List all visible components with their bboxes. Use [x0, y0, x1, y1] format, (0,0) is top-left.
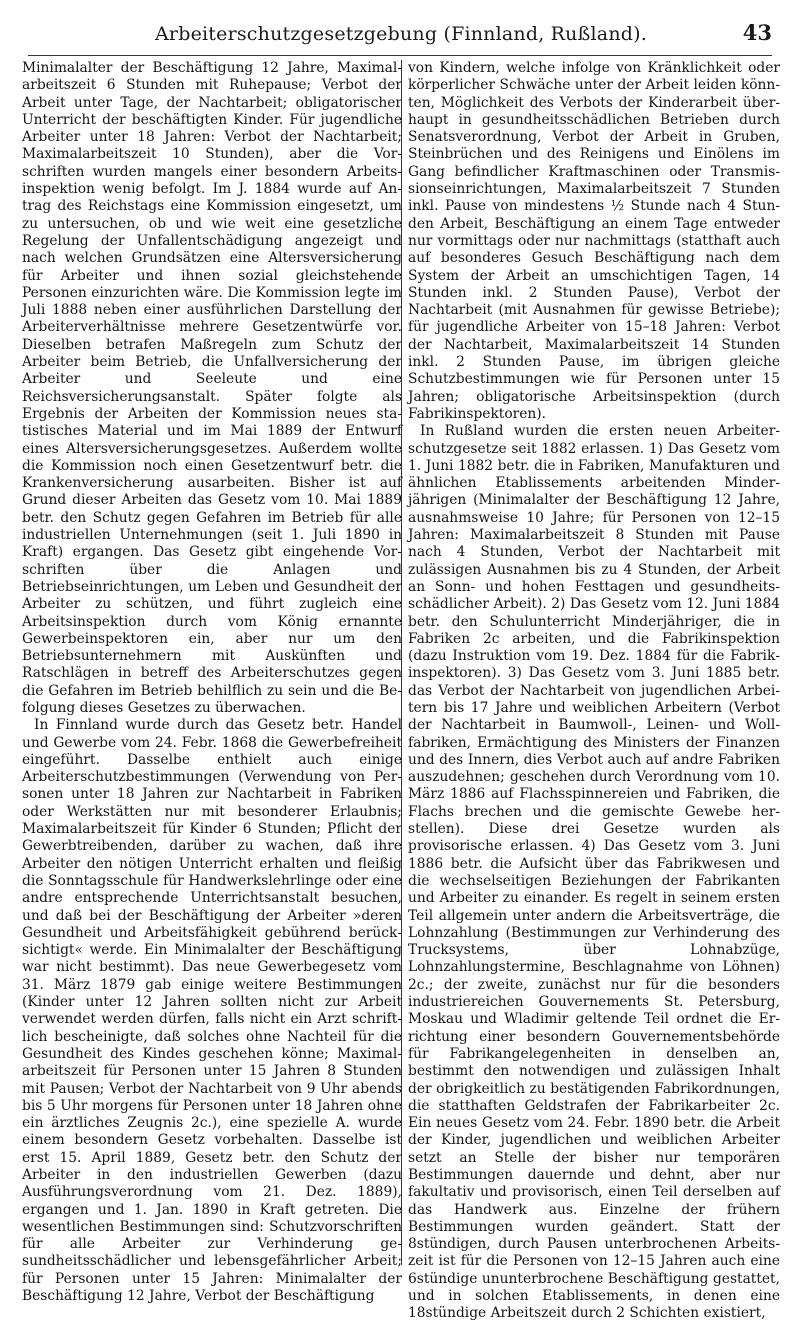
- right-column: [408, 60, 780, 1322]
- page-title: Arbeiterschutzgesetzgebung (Finnland, Rußland).: [155, 23, 647, 45]
- header-rule: [28, 55, 772, 56]
- paragraph: In Rußland wurden die ersten neuen Arbeiterschutzgesetze seit 1882 erlassen. 1) Das Gesetz vom 1. Juni 1882 betr. die in Fabriken, Manufakturen und ähnlichen Etablissements arbeitenden Minderjährigen (Minimalalter der Beschäftigung 12 Jahre, ausnahmsweise 10 Jahre; für Personen von 12–15 Jahren: Maximalarbeitszeit 8 Stunden mit Pause nach 4 Stunden, Verbot der Nachtarbeit mit zulässigen Ausnahmen bis zu 4 Stunden, der Arbeit an Sonn- und hohen Festtagen und gesundheitsschädlicher Arbeit). 2) Das Gesetz vom 12. Juni 1884 betr. den Schulunterricht Minderjähriger, die in Fabriken 2c arbeiten, und die Fabrikinspektion (dazu Instruktion vom 19. Dez. 1884 für die Fabrikinspektoren). 3) Das Gesetz vom 3. Juni 1885 betr. das Verbot der Nachtarbeit von jugendlichen Arbeitern bis 17 Jahre und weiblichen Arbeitern (Verbot der Nachtarbeit in Baumwoll-, Leinen- und Wollfabriken, Ermächtigung des Ministers der Finanzen und des Innern, dies Verbot auch auf andre Fabriken auszudehnen; geschehen durch Verordnung vom 10. März 1886 auf Flachsspinnereien und Fabriken, die Flachs brechen und die gemischte Gewebe herstellen). Diese drei Gesetze wurden als provisorische erlassen. 4) Das Gesetz vom 3. Juni 1886 betr. die Aufsicht über das Fabrikwesen und die wechselseitigen Beziehungen der Fabrikanten und Arbeiter zu einander. Es regelt in seinem ersten Teil allgemein unter andern die Arbeitsverträge, die Lohnzahlung (Bestimmungen zur Verhinderung des Trucksystems, über Lohnabzüge, Lohnzahlungstermine, Beschlagnahme von Löhnen) 2c.; der zweite, zunächst nur für die besonders industriereichen Gouvernements St. Petersburg, Moskau und Wladimir geltende Teil ordnet die Errichtung einer besondern Gouvernementsbehörde für Fabrikangelegenheiten in denselben an, bestimmt den notwendigen und zulässigen Inhalt der obrigkeitlich zu bestätigenden Fabrikordnungen, die statthaften Geldstrafen der Fabrikarbeiter 2c. Ein neues Gesetz vom 24. Febr. 1890 betr. die Arbeit der Kinder, jugendlichen und weiblichen Arbeiter setzt an Stelle der bisher nur temporären Bestimmungen dauernde und dehnt, aber nur fakultativ und provisorisch, einen Teil derselben auf das Handwerk aus. Einzelne der frühern Bestimmungen wurden geändert. Statt der 8stündigen, durch Pausen unterbrochenen Arbeitszeit ist für die Personen von 12–15 Jahren auch eine 6stündige ununterbrochene Beschäftigung gestattet, und in solchen Etablissements, in denen eine 18stündige Arbeitszeit durch 2 Schichten existiert,: [408, 423, 780, 1322]
- paragraph: Minimalalter der Beschäftigung 12 Jahre, Maximalarbeitszeit 6 Stunden mit Ruhepause; Verbot der Arbeit unter Tage, der Nachtarbeit; obligatorischer Unterricht der beschäftigten Kinder. Für jugendliche Arbeiter unter 18 Jahren: Verbot der Nachtarbeit; Maximalarbeitszeit 10 Stunden), aber die Vorschriften wurden mangels einer besondern Arbeitsinspektion wenig befolgt. Im J. 1884 wurde auf Antrag des Reichstags eine Kommission eingesetzt, um zu untersuchen, ob und wie weit eine gesetzliche Regelung der Unfallentschädigung angezeigt und nach welchen Grundsätzen eine Altersversicherung für Arbeiter und ihnen sozial gleichstehende Personen einzurichten wäre. Die Kommission legte im Juli 1888 neben einer ausführlichen Darstellung der Arbeiterverhältnisse mehrere Gesetzentwürfe vor. Dieselben betrafen Maßregeln zum Schutz der Arbeiter beim Betrieb, die Unfallversicherung der Arbeiter und Seeleute und eine Reichsversicherungsanstalt. Später folgte als Ergebnis der Arbeiten der Kommission neues statistisches Material und im Mai 1889 der Entwurf eines Altersversicherungsgesetzes. Außerdem wollte die Kommission noch einen Gesetzentwurf betr. die Krankenversicherung ausarbeiten. Bisher ist auf Grund dieser Arbeiten das Gesetz vom 10. Mai 1889 betr. den Schutz gegen Gefahren im Betrieb für alle industriellen Unternehmungen (seit 1. Juli 1890 in Kraft) ergangen. Das Gesetz gibt eingehende Vorschriften über die Anlagen und Betriebseinrichtungen, um Leben und Gesundheit der Arbeiter zu schützen, und führt zugleich eine Arbeitsinspektion durch vom König ernannte Gewerbeinspektoren ein, aber nur um den Betriebsunternehmern mit Auskünften und Ratschlägen in betreff des Arbeiterschutzes gegen die Gefahren im Betrieb behilflich zu sein und die Befolgung dieses Gesetzes zu überwachen.: [22, 60, 402, 716]
- left-column: [22, 60, 402, 1305]
- running-header: [30, 14, 772, 54]
- column-divider: [401, 60, 402, 1265]
- page-number: 43: [742, 20, 772, 45]
- paragraph: von Kindern, welche infolge von Kränklichkeit oder körperlicher Schwäche unter der Arbeit leiden könnten, Möglichkeit des Verbots der Kinderarbeit überhaupt in gesundheitsschädlichen Betrieben durch Senatsverordnung, Verbot der Arbeit in Gruben, Steinbrüchen und des Reinigens und Einölens im Gang befindlicher Kraftmaschinen oder Transmissionseinrichtungen, Maximalarbeitszeit 7 Stunden inkl. Pause von mindestens ½ Stunde nach 4 Stunden Arbeit, Beschäftigung an einem Tage entweder nur vormittags oder nur nachmittags (statthaft auch auf besonderes Gesuch Beschäftigung nach dem System der Arbeit an umschichtigen Tagen, 14 Stunden inkl. 2 Stunden Pause), Verbot der Nachtarbeit (mit Ausnahmen für gewisse Betriebe); für jugendliche Arbeiter von 15–18 Jahren: Verbot der Nachtarbeit, Maximalarbeitszeit 14 Stunden inkl. 2 Stunden Pause, im übrigen gleiche Schutzbestimmungen wie für Personen unter 15 Jahren; obligatorische Arbeitsinspektion (durch Fabrikinspektoren).: [408, 60, 780, 422]
- paragraph: In Finnland wurde durch das Gesetz betr. Handel und Gewerbe vom 24. Febr. 1868 die Gewerbefreiheit eingeführt. Dasselbe enthielt auch einige Arbeiterschutzbestimmungen (Verwendung von Personen unter 18 Jahren zur Nachtarbeit in Fabriken oder Werkstätten nur mit besonderer Erlaubnis; Maximalarbeitszeit für Kinder 6 Stunden; Pflicht der Gewerbtreibenden, darüber zu wachen, daß ihre Arbeiter den nötigen Unterricht erhalten und fleißig die Sonntagsschule für Handwerkslehrlinge oder eine andre entsprechende Unterrichtsanstalt besuchen, und daß bei der Beschäftigung der Arbeiter »deren Gesundheit und Arbeitsfähigkeit gebührend berücksichtigt« werde. Ein Minimalalter der Beschäftigung war nicht bestimmt). Das neue Gewerbegesetz vom 31. März 1879 gab einige weitere Bestimmungen (Kinder unter 12 Jahren sollten nicht zur Arbeit verwendet werden dürfen, falls nicht ein Arzt schriftlich bescheinigte, daß solches ohne Nachteil für die Gesundheit des Kindes geschehen könne; Maximalarbeitszeit für Personen unter 15 Jahren 8 Stunden mit Pausen; Verbot der Nachtarbeit von 9 Uhr abends bis 5 Uhr morgens für Personen unter 18 Jahren ohne ein ärztliches Zeugnis 2c.), eine spezielle A. wurde einem besondern Gesetz vorbehalten. Dasselbe ist erst 15. April 1889, Gesetz betr. den Schutz der Arbeiter in den industriellen Gewerben (dazu Ausführungsverordnung vom 21. Dez. 1889), ergangen und 1. Jan. 1890 in Kraft getreten. Die wesentlichen Bestimmungen sind: Schutzvorschriften für alle Arbeiter zur Verhinderung gesundheitsschädlicher und lebensgefährlicher Arbeit; für Personen unter 15 Jahren: Minimalalter der Beschäftigung 12 Jahre, Verbot der Beschäftigung: [22, 717, 402, 1305]
